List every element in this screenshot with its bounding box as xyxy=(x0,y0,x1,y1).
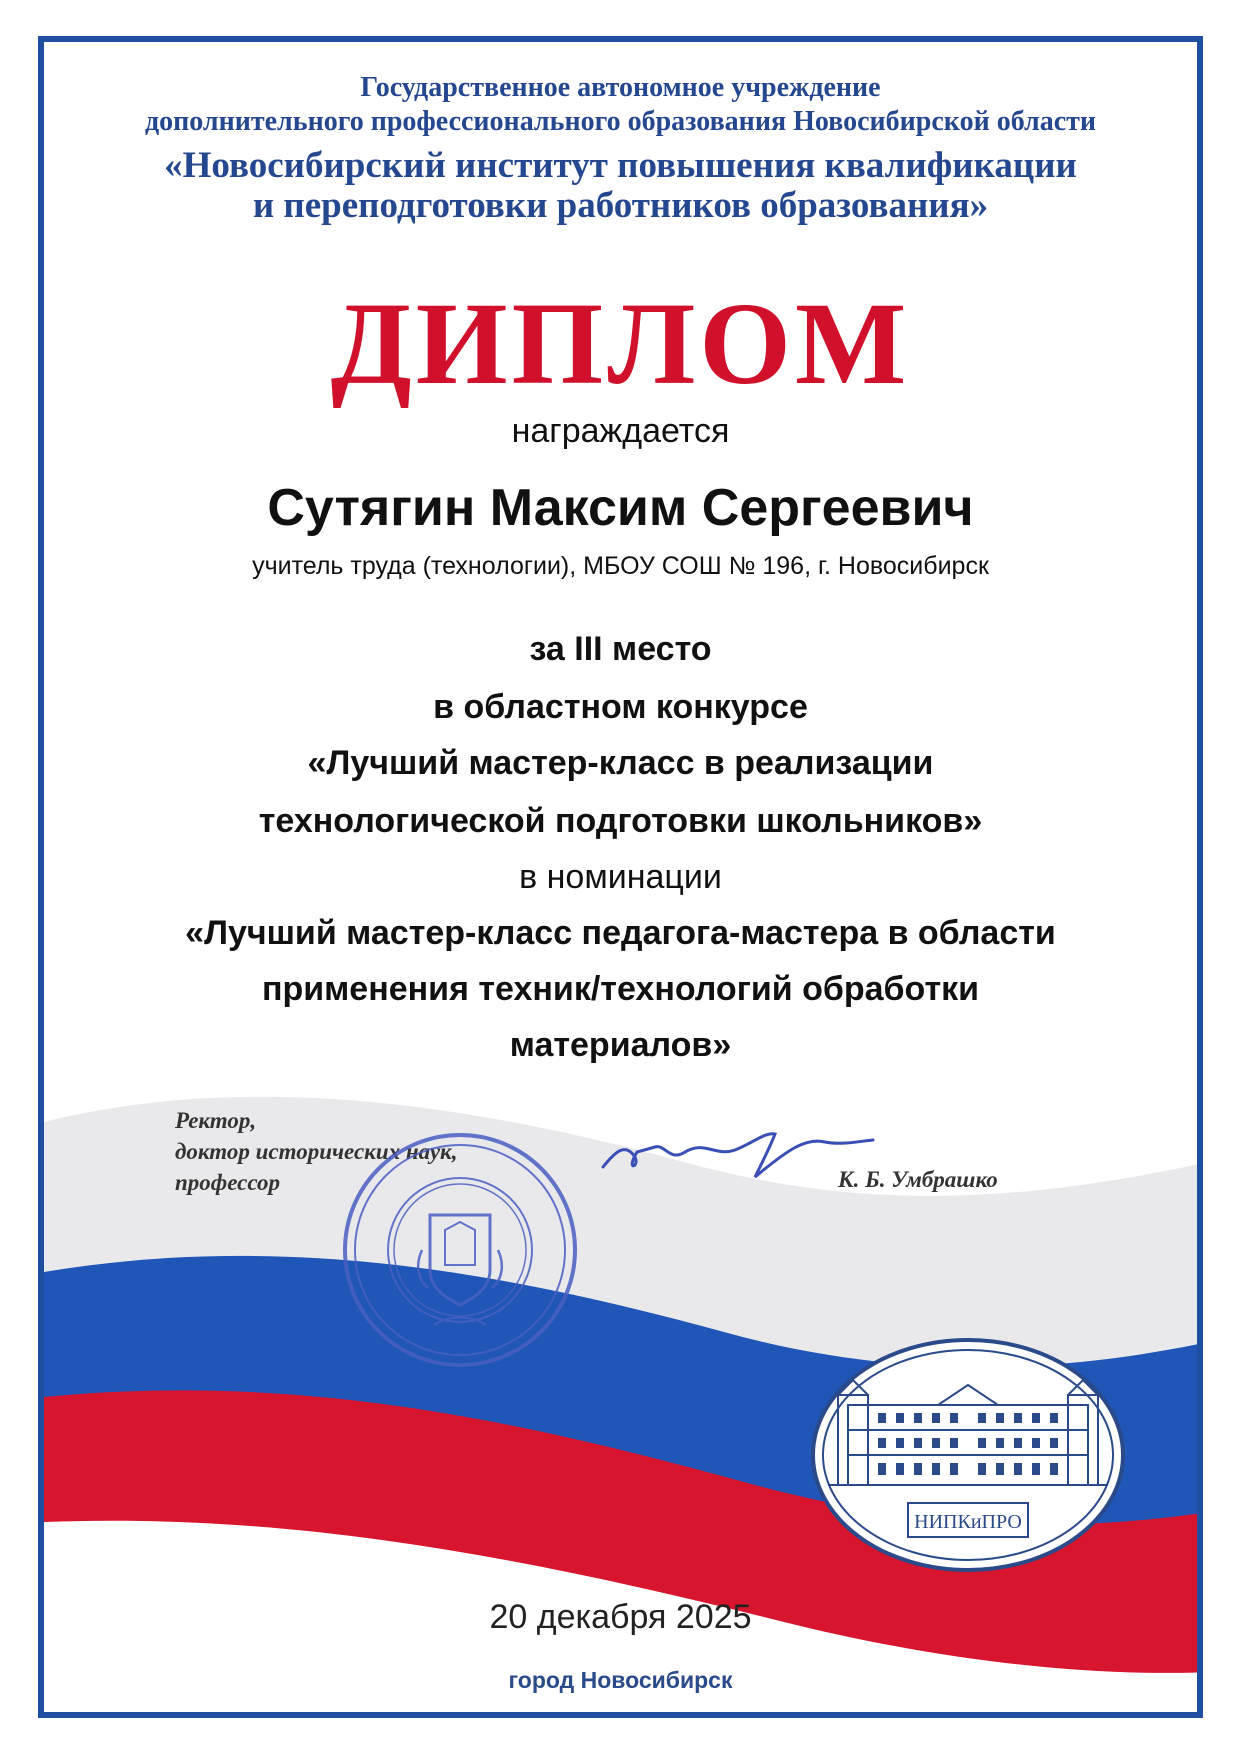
award-contest-name-2: технологической подготовки школьников» xyxy=(258,802,983,840)
awarded-label: награждается xyxy=(511,412,730,450)
signatory-title-line-3: профессор xyxy=(175,1170,281,1195)
award-contest-intro: в областном конкурсе xyxy=(433,688,808,726)
diploma-title: ДИПЛОМ xyxy=(330,278,911,409)
award-nomination-2: применения техник/технологий обработки xyxy=(261,970,980,1008)
signatory-name: К. Б. Умбрашко xyxy=(838,1167,998,1192)
official-stamp-icon xyxy=(340,1130,580,1370)
header-line-2: дополнительного профессионального образования Новосибирской области xyxy=(144,106,1097,137)
signatory-title-line-2: доктор исторических наук, xyxy=(175,1139,458,1164)
award-nomination-3: материалов» xyxy=(509,1026,732,1064)
institute-building-logo-icon xyxy=(808,1335,1128,1575)
header-line-3: «Новосибирский институт повышения квалификации xyxy=(164,145,1077,186)
award-nomination-1: «Лучший мастер-класс педагога-мастера в области xyxy=(185,914,1056,952)
issue-date: 20 декабря 2025 xyxy=(489,1598,752,1636)
header-line-4: и переподготовки работников образования» xyxy=(252,185,989,226)
signatory-title-line-1: Ректор, xyxy=(175,1108,257,1133)
logo-text: НИПКиПРО xyxy=(914,1511,1022,1533)
recipient-name: Сутягин Максим Сергеевич xyxy=(267,479,974,537)
award-place: за III место xyxy=(529,630,712,668)
award-contest-name-1: «Лучший мастер-класс в реализации xyxy=(307,744,934,782)
header-line-1: Государственное автономное учреждение xyxy=(360,72,881,103)
signature-icon xyxy=(595,1112,875,1192)
recipient-position: учитель труда (технологии), МБОУ СОШ № 196, г. Новосибирск xyxy=(252,552,989,580)
issue-city: город Новосибирск xyxy=(508,1667,733,1693)
award-nomination-intro: в номинации xyxy=(519,858,722,896)
